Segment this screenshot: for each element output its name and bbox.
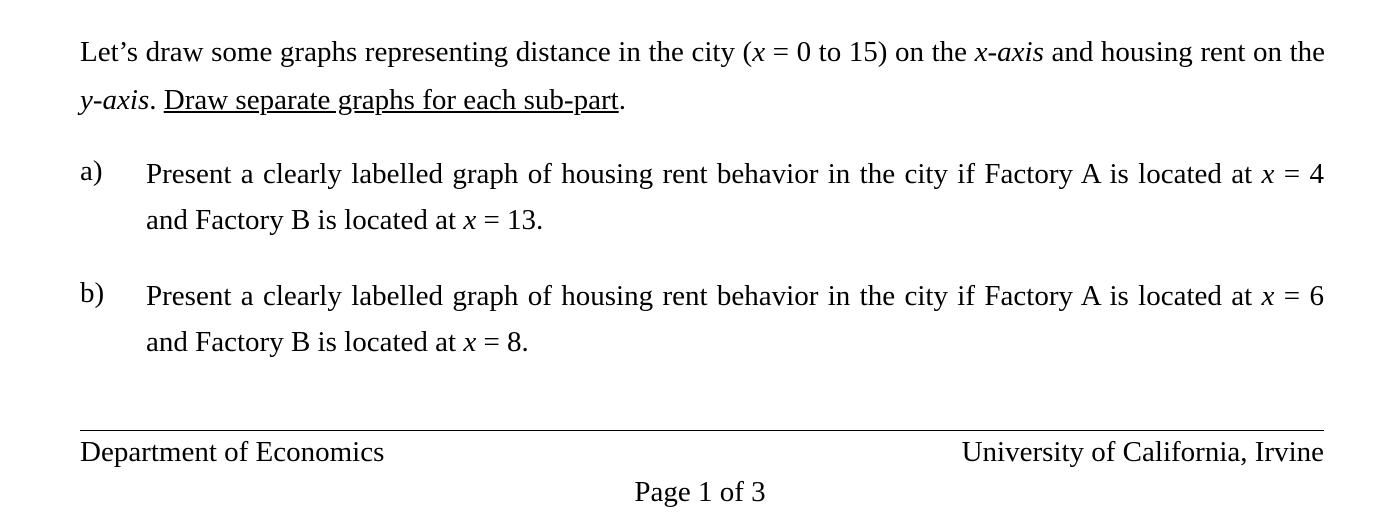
text: and housing rent on the: [1043, 36, 1326, 68]
item-b: [146, 273, 1324, 365]
var: x: [752, 36, 766, 68]
text: y-axis: [80, 84, 150, 116]
text: = 6 and Factory B is located at: [146, 280, 1324, 358]
intro-paragraph: [80, 28, 1325, 124]
text: = 0 to 15) on the: [765, 36, 975, 68]
instruction: Draw separate graphs for each sub-part: [163, 84, 619, 116]
text: Present a clearly labelled graph of housing rent behavior in the city if Factory A is located at: [146, 158, 1262, 190]
footer-department: Department of Economics: [80, 436, 385, 468]
item-label-b: b): [80, 277, 105, 309]
var: x: [463, 326, 477, 358]
text: x-axis: [974, 36, 1044, 68]
var: x: [463, 204, 477, 236]
text: .: [149, 84, 164, 116]
text: = 4 and Factory B is located at: [146, 158, 1324, 236]
var: x: [1261, 158, 1275, 190]
text: Present a clearly labelled graph of housing rent behavior in the city if Factory A is located at: [146, 280, 1262, 312]
footer-university: University of California, Irvine: [961, 436, 1324, 468]
item-label-a: a): [80, 155, 103, 187]
var: x: [1261, 280, 1275, 312]
page-number: Page 1 of 3: [634, 476, 766, 508]
item-a: [146, 151, 1324, 243]
text: = 8.: [476, 326, 529, 358]
text: Let’s draw some graphs representing distance in the city (: [80, 36, 753, 68]
text: = 13.: [476, 204, 544, 236]
text: .: [618, 84, 626, 116]
footer-divider: [80, 430, 1324, 431]
